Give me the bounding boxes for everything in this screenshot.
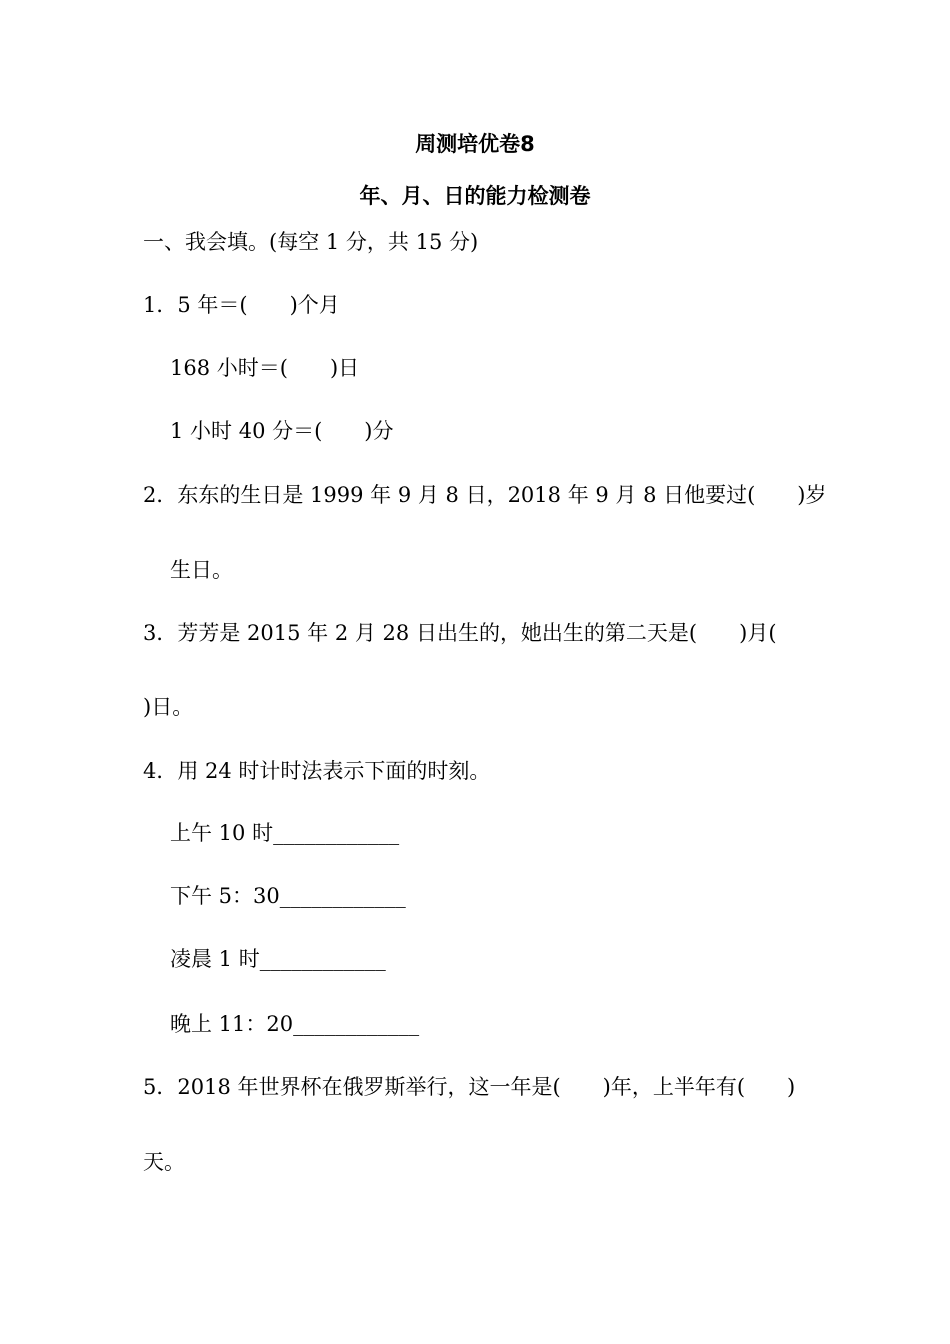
question-4-line-a: 4．用 24 时计时法表示下面的时刻。 <box>143 759 491 783</box>
question-1-line-b: 168 小时＝( )日 <box>170 356 360 380</box>
question-3-line-b: )日。 <box>143 695 194 719</box>
question-4-line-d: 凌晨 1 时____________ <box>170 947 386 971</box>
question-5-line-b: 天。 <box>143 1150 185 1174</box>
question-4-line-b: 上午 10 时____________ <box>170 821 400 845</box>
question-1-line-a: 1．5 年＝( )个月 <box>143 293 340 317</box>
question-2-line-a: 2．东东的生日是 1999 年 9 月 8 日，2018 年 9 月 8 日他要过( )岁 <box>143 483 827 507</box>
question-2-line-b: 生日。 <box>170 558 233 582</box>
page-title: 周测培优卷8 <box>415 132 535 156</box>
page-subtitle: 年、月、日的能力检测卷 <box>359 184 591 208</box>
question-5-line-a: 5．2018 年世界杯在俄罗斯举行，这一年是( )年，上半年有( ) <box>143 1075 796 1099</box>
question-4-line-c: 下午 5：30____________ <box>170 884 406 908</box>
section-heading: 一、我会填。(每空 1 分，共 15 分) <box>143 230 479 254</box>
question-3-line-a: 3．芳芳是 2015 年 2 月 28 日出生的，她出生的第二天是( )月( <box>143 621 777 645</box>
question-1-line-c: 1 小时 40 分＝( )分 <box>170 419 394 443</box>
question-4-line-e: 晚上 11：20____________ <box>170 1012 420 1036</box>
